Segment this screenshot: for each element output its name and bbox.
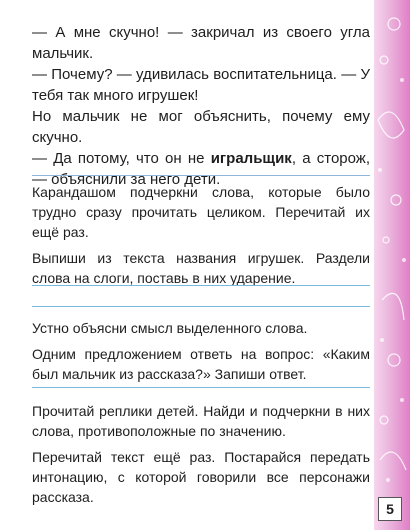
task-text: Карандашом подчеркни слова, которые было трудно сразу прочитать целиком. Перечитай их ещё раз.: [32, 184, 370, 240]
task-block: [32, 318, 370, 390]
story-line: Но мальчик не мог объяснить, почему ему скучно.: [32, 108, 370, 146]
story-text: [32, 22, 370, 190]
page-number: 5: [378, 497, 402, 521]
story-fragment: — Да потому, что он не: [32, 150, 211, 167]
writing-line[interactable]: [32, 285, 370, 286]
writing-line[interactable]: [32, 387, 370, 388]
writing-line[interactable]: [32, 306, 370, 307]
section-divider: [32, 175, 370, 176]
task-text: Устно объясни смысл выделенного слова.: [32, 320, 308, 336]
task-text: Прочитай реплики детей. Найди и подчеркни в них слова, противоположные по значению.: [32, 403, 370, 439]
story-line: — А мне скучно! — закричал из своего угла мальчик.: [32, 24, 370, 62]
story-line: — Почему? — удивилась воспитательница. — У тебя так много игрушек!: [32, 66, 370, 104]
task-text: Одним предложением ответь на вопрос: «Каким был мальчик из рассказа?» Запиши ответ.: [32, 346, 370, 382]
task-text: Перечитай текст ещё раз. Постарайся передать интонацию, с которой говорили все персонажи рассказа.: [32, 449, 370, 505]
highlighted-word: игральщик: [210, 150, 292, 167]
task-block: [32, 182, 370, 294]
task-block: [32, 401, 370, 513]
flower-ornament: [374, 0, 410, 530]
story-fragment: , а сторож, — объяснили за него дети.: [32, 150, 371, 188]
task-text: Выпиши из текста названия игрушек. Раздели слова на слоги, поставь в них ударение.: [32, 250, 370, 286]
decorative-side-strip: [374, 0, 410, 530]
